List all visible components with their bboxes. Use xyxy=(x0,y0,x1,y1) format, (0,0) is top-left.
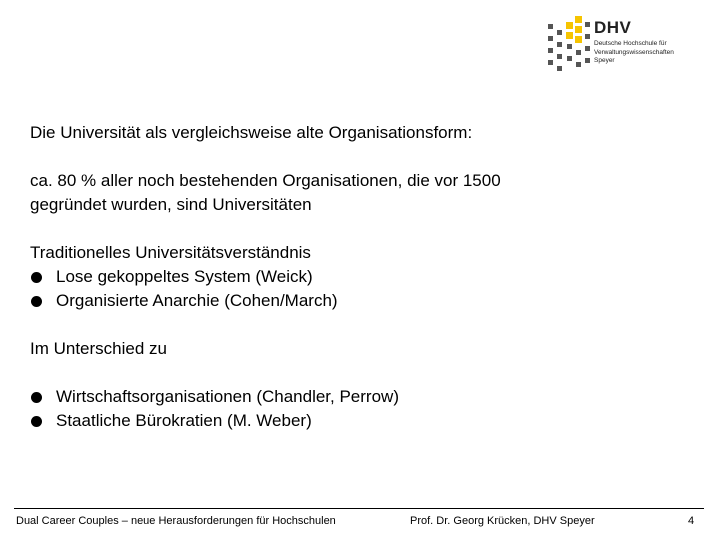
intro-line-1: ca. 80 % aller noch bestehenden Organisationen, die vor 1500 xyxy=(30,171,501,190)
dhv-logo xyxy=(548,14,698,72)
bullet-item: Organisierte Anarchie (Cohen/March) xyxy=(30,289,690,313)
bullet-item: Wirtschaftsorganisationen (Chandler, Perrow) xyxy=(30,385,690,409)
section1-title: Traditionelles Universitätsverständnis xyxy=(30,243,311,262)
intro-line-2: gegründet wurden, sind Universitäten xyxy=(30,195,312,214)
bullet-item: Lose gekoppeltes System (Weick) xyxy=(30,265,690,289)
footer-divider xyxy=(14,508,704,509)
footer-left-text: Dual Career Couples – neue Herausforderungen für Hochschulen xyxy=(16,515,336,527)
slide-content xyxy=(30,121,690,433)
logo-subtitle: Deutsche Hochschule für Verwaltungswissenschaften Speyer xyxy=(594,40,674,64)
page-number: 4 xyxy=(688,515,695,527)
footer-author: Prof. Dr. Georg Krücken, DHV Speyer xyxy=(410,515,595,527)
bullet-item: Staatliche Bürokratien (M. Weber) xyxy=(30,409,690,433)
section2-title: Im Unterschied zu xyxy=(30,339,167,358)
logo-grid-icon xyxy=(548,14,590,70)
logo-title: DHV xyxy=(594,18,632,37)
slide-heading: Die Universität als vergleichsweise alte Organisationsform: xyxy=(30,123,473,142)
